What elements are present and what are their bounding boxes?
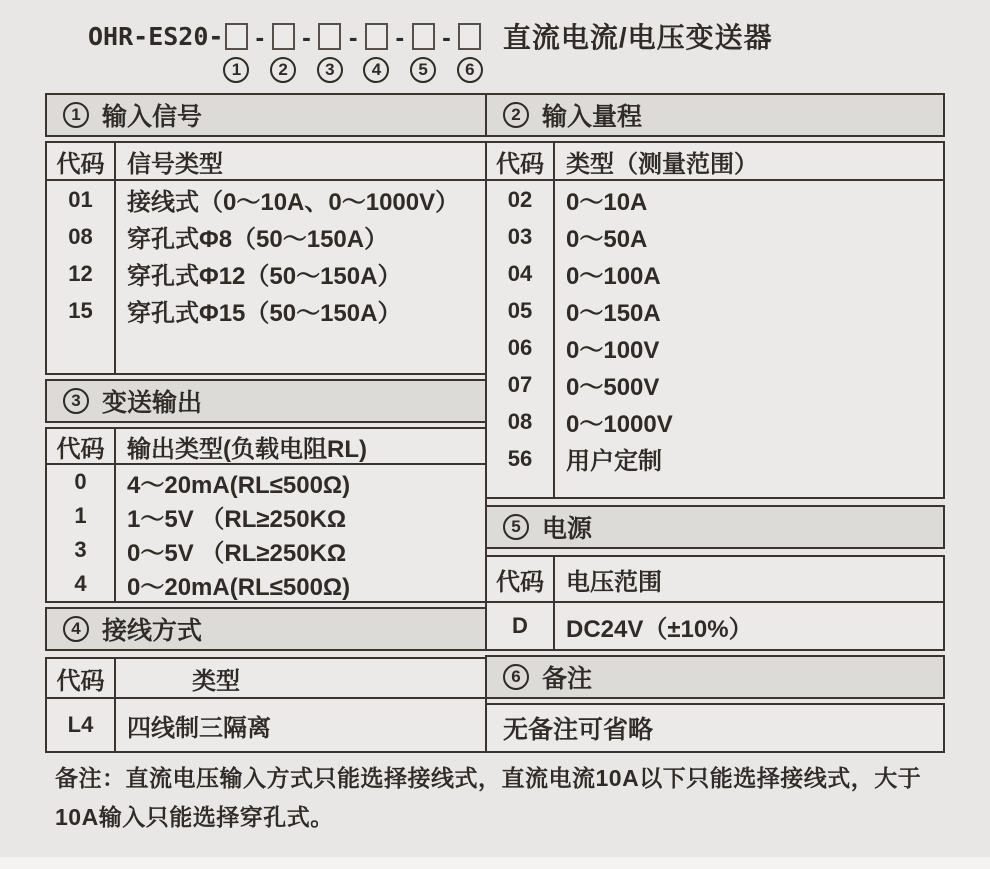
section6-number-icon: 6: [503, 664, 529, 690]
table-row: [487, 181, 943, 218]
table-row: [47, 465, 485, 499]
section4-number-icon: 4: [63, 616, 89, 642]
section1-number-icon: 1: [63, 102, 89, 128]
desc-cell: 0～50A: [566, 226, 648, 253]
code-header-cell: 代码: [496, 568, 544, 596]
code-cell: 08: [507, 408, 533, 434]
model-slot-6: [457, 23, 483, 83]
section3-table: [45, 427, 487, 603]
desc-cell: DC24V（±10%）: [566, 615, 753, 643]
table-row: [487, 329, 943, 366]
table-row: [487, 218, 943, 255]
code-cell: 3: [74, 537, 87, 562]
dash-separator: -: [302, 22, 311, 52]
code-placeholder-box: [458, 23, 481, 50]
code-cell: 06: [507, 334, 533, 360]
desc-cell: 0～100A: [566, 263, 661, 290]
marker-1: 1: [223, 57, 249, 83]
marker-6: 6: [457, 57, 483, 83]
column-divider: [114, 143, 116, 373]
section3-heading: [45, 379, 487, 423]
marker-5: 5: [410, 57, 436, 83]
dash-separator: -: [442, 22, 451, 52]
table-row: [47, 567, 485, 601]
code-cell: 05: [507, 297, 533, 323]
code-header-cell: 代码: [56, 667, 105, 695]
table-row: [487, 603, 943, 649]
dash-separator: -: [395, 22, 405, 52]
code-cell: D: [512, 613, 528, 638]
code-cell: 07: [507, 371, 533, 397]
model-slot-5: [410, 23, 436, 83]
table-row: [47, 292, 485, 329]
section1-title: 输入信号: [102, 103, 203, 131]
dash-separator: -: [348, 22, 358, 52]
desc-cell: 0～500V: [566, 374, 660, 401]
product-name: 直流电流/电压变送器: [502, 22, 773, 53]
desc-cell: 4～20mA(RL≤500Ω): [127, 471, 351, 499]
section2-title: 输入量程: [542, 103, 643, 131]
section5-table: [485, 555, 945, 651]
column-divider: [553, 557, 555, 649]
table-row: [47, 218, 485, 255]
footnote: [55, 759, 965, 837]
code-placeholder-box: [412, 23, 435, 50]
section5-heading: [485, 505, 945, 549]
section6-note-box: [485, 703, 945, 753]
marker-4: 4: [363, 57, 389, 83]
desc-header-cell: 类型（测量范围）: [566, 150, 758, 178]
table-row: [47, 181, 485, 218]
footnote-line-1: 备注：直流电压输入方式只能选择接线式，直流电流10A以下只能选择接线式，大于: [55, 765, 922, 791]
code-cell: 01: [68, 186, 93, 212]
table-row: [47, 533, 485, 567]
note-text: 无备注可省略: [503, 716, 654, 744]
section4-heading: [45, 607, 487, 651]
desc-cell: 0～10A: [566, 189, 648, 216]
desc-cell: 用户定制: [566, 448, 662, 475]
code-placeholder-box: [318, 23, 341, 50]
dash-separator: -: [255, 22, 265, 52]
code-cell: 15: [68, 297, 93, 323]
section5-title: 电源: [542, 515, 593, 543]
code-header-cell: 代码: [56, 150, 105, 178]
code-cell: 56: [507, 445, 533, 471]
section5-number-icon: 5: [503, 514, 529, 540]
code-placeholder-box: [365, 23, 388, 50]
table-row: [487, 366, 943, 403]
model-prefix: OHR-ES20-: [88, 22, 224, 51]
marker-3: 3: [317, 57, 343, 83]
section3-number-icon: 3: [63, 388, 89, 414]
code-cell: 08: [68, 223, 93, 249]
code-header-cell: 代码: [56, 435, 105, 463]
table-row: [487, 440, 943, 477]
desc-cell: 穿孔式Φ15（50～150A）: [127, 300, 402, 327]
code-cell: 1: [74, 503, 87, 528]
table-row: [47, 699, 485, 751]
desc-header-cell: 输出类型(负载电阻RL): [127, 435, 367, 463]
code-cell: 03: [507, 223, 533, 249]
desc-cell: 四线制三隔离: [127, 714, 271, 742]
section1-table: [45, 141, 487, 375]
section6-title: 备注: [542, 665, 593, 693]
code-cell: 4: [74, 571, 87, 596]
desc-cell: 0～1000V: [566, 411, 673, 438]
section2-number-icon: 2: [503, 102, 529, 128]
header-row: [487, 557, 943, 603]
model-slot-1: [223, 23, 249, 83]
desc-cell: 0～20mA(RL≤500Ω): [127, 573, 351, 601]
code-cell: 12: [68, 260, 93, 286]
code-header-cell: 代码: [496, 150, 544, 178]
table-row: [47, 499, 485, 533]
desc-cell: 1～5V （RL≥250KΩ: [127, 505, 347, 533]
section1-heading: [45, 93, 487, 137]
model-code-title: [88, 18, 773, 83]
desc-cell: 0～150A: [566, 300, 661, 327]
table-row: [487, 403, 943, 440]
desc-header-cell: 类型: [192, 667, 240, 695]
header-row: [487, 143, 943, 181]
desc-header-cell: 电压范围: [566, 568, 662, 596]
desc-cell: 接线式（0～10A、0～1000V）: [127, 189, 460, 216]
section3-title: 变送输出: [102, 389, 203, 417]
model-slot-3: [317, 23, 343, 83]
column-divider: [114, 659, 116, 751]
table-row: [47, 255, 485, 292]
footnote-line-2: 10A输入只能选择穿孔式。: [55, 804, 334, 830]
column-divider: [553, 143, 555, 497]
desc-cell: 穿孔式Φ12（50～150A）: [127, 263, 402, 290]
code-cell: 0: [74, 469, 87, 494]
code-cell: 02: [507, 186, 533, 212]
code-placeholder-box: [272, 23, 295, 50]
section4-title: 接线方式: [102, 617, 203, 645]
desc-cell: 穿孔式Φ8（50～150A）: [127, 226, 389, 253]
table-row: [487, 292, 943, 329]
section2-table: [485, 141, 945, 499]
section2-heading: [485, 93, 945, 137]
model-slot-2: [270, 23, 296, 83]
column-divider: [114, 429, 116, 601]
code-placeholder-box: [225, 23, 248, 50]
model-slot-4: [363, 23, 389, 83]
header-row: [47, 429, 485, 465]
header-row: [47, 659, 485, 699]
code-cell: 04: [507, 260, 533, 286]
bottom-edge-strip: [0, 857, 990, 869]
code-cell: L4: [67, 712, 94, 737]
marker-2: 2: [270, 57, 296, 83]
desc-header-cell: 信号类型: [127, 150, 223, 178]
table-row: [487, 255, 943, 292]
section6-heading: [485, 655, 945, 699]
desc-cell: 0～5V （RL≥250KΩ: [127, 539, 347, 567]
header-row: [47, 143, 485, 181]
desc-cell: 0～100V: [566, 337, 660, 364]
section4-table: [45, 657, 487, 753]
